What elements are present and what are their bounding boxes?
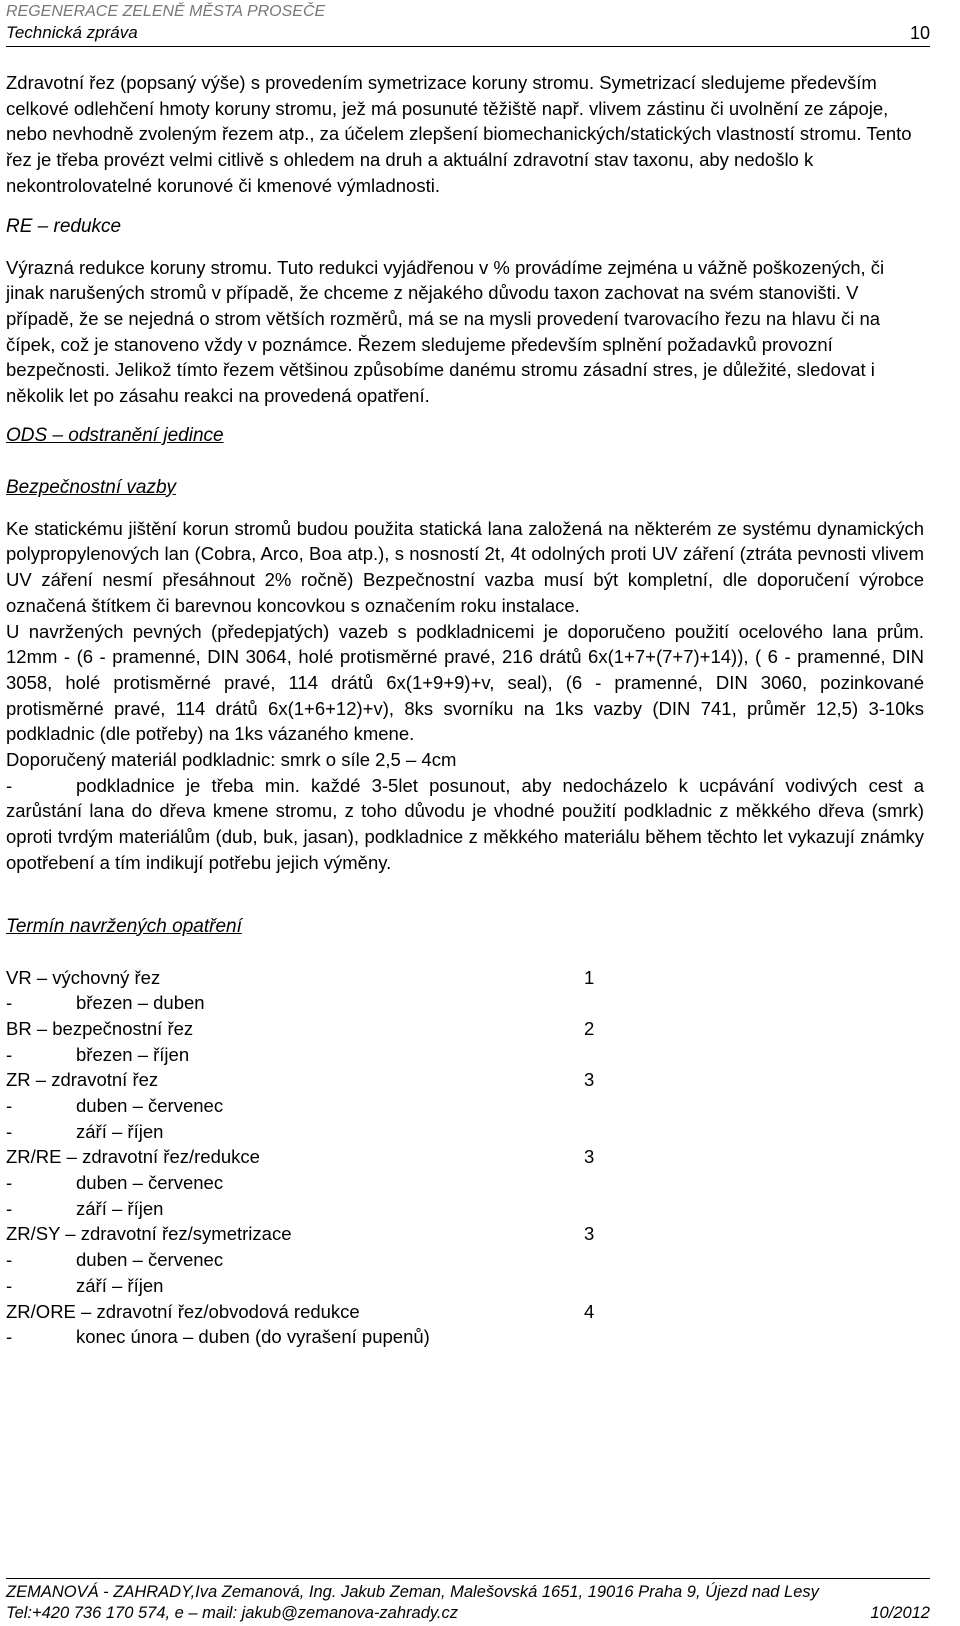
term-date-row	[6, 1273, 924, 1299]
header-line	[6, 22, 930, 47]
re-heading: RE – redukce	[6, 215, 122, 237]
list-dash: -	[6, 1249, 13, 1271]
term-label: ZR – zdravotní řez	[6, 1069, 159, 1091]
term-row	[6, 965, 924, 991]
term-row	[6, 1016, 924, 1042]
term-label: BR – bezpečnostní řez	[6, 1017, 194, 1039]
list-dash: -	[6, 1120, 13, 1142]
footer-contact-line	[6, 1603, 930, 1624]
term-date-row	[6, 1324, 924, 1350]
term-priority: 3	[584, 1223, 595, 1245]
term-date-row	[6, 1170, 924, 1196]
list-dash: -	[6, 1172, 13, 1194]
list-dash: -	[6, 992, 13, 1014]
bezp-paragraph-2: U navržených pevných (předepjatých) vazeb s podkladnicemi je doporučeno použití ocelového lana prům. 12mm - (6 - pramenné, DIN 3064, holé protisměrné pravé, 216 drátů 6x(1+7+(7+7)+14)), ( 6 - pramenné, DIN 3058, holé protisměrné pravé, 114 drátů 6x(1+9+9)+v, seal), (6 - pramenné, DIN 3060, pozinkované protisměrné pravé, 114 drátů 6x(1+6+12)+v), 8ks svorníku na 1ks vazby (DIN 741, průměr 12,5) 3-10ks podkladnic (dle potřeby) na 1ks vázaného kmene.	[6, 620, 924, 745]
term-priority: 3	[584, 1146, 595, 1168]
bezpecnostni-vazby-heading: Bezpečnostní vazby	[6, 476, 177, 498]
term-row	[6, 1299, 924, 1325]
terms-list	[6, 965, 924, 1350]
term-date: duben – červenec	[76, 1249, 224, 1271]
termin-heading: Termín navržených opatření	[6, 915, 242, 937]
page-header	[6, 0, 930, 47]
term-priority: 2	[584, 1017, 595, 1039]
page-number: 10	[909, 23, 930, 43]
term-date: září – říjen	[76, 1197, 164, 1219]
re-paragraph: Výrazná redukce koruny stromu. Tuto redukci vyjádřenou v % provádíme zejména u vážně poškozených, či jinak narušených stromů v případě, že chceme z nějakého důvodu taxon zachovat na svém stanovišti. V případě, že se nejedná o strom větších rozměrů, má se na mysli provedení tvarovacího řezu na hlavu či na čípek, což je stanoveno vždy v poznámce. Řezem sledujeme především splnění požadavků provozní bezpečnosti. Jelikož tímto řezem většinou způsobíme danému stromu zásadní stres, je důležité, sledovat i několik let po zásahu reakci na provedená opatření.	[6, 256, 885, 407]
term-label: VR – výchovný řez	[6, 966, 161, 988]
term-row	[6, 1221, 924, 1247]
bezp-paragraph-4	[6, 773, 924, 876]
term-label: ZR/SY – zdravotní řez/symetrizace	[6, 1223, 292, 1245]
list-dash: -	[6, 774, 13, 796]
page-body	[6, 70, 924, 1350]
term-date: březen – říjen	[76, 1043, 190, 1065]
term-date-row	[6, 1119, 924, 1145]
term-date: září – říjen	[76, 1274, 164, 1296]
term-row	[6, 1067, 924, 1093]
term-label: ZR/ORE – zdravotní řez/obvodová redukce	[6, 1300, 360, 1322]
document-type: Technická zpráva	[6, 23, 138, 42]
footer-address: ZEMANOVÁ - ZAHRADY,Iva Zemanová, Ing. Jakub Zeman, Malešovská 1651, 19016 Praha 9, Újezd nad Lesy	[6, 1583, 819, 1601]
list-dash: -	[6, 1043, 13, 1065]
term-date: září – říjen	[76, 1120, 164, 1142]
term-date: duben – červenec	[76, 1172, 224, 1194]
project-title: REGENERACE ZELENĚ MĚSTA PROSEČE	[6, 3, 326, 20]
term-date: březen – duben	[76, 992, 205, 1014]
term-date-row	[6, 1042, 924, 1068]
term-date-row	[6, 1196, 924, 1222]
list-dash: -	[6, 1197, 13, 1219]
list-dash: -	[6, 1095, 13, 1117]
intro-paragraph: Zdravotní řez (popsaný výše) s provedením symetrizace koruny stromu. Symetrizací sledujeme především celkové odlehčení hmoty koruny stromu, jež má posunuté těžiště např. vlivem zástinu či uvolnění ze zápoje, nebo nevhodně zvoleným řezem atp., za účelem zlepšení biomechanických/statických vlastností stromu. Tento řez je třeba provézt velmi citlivě s ohledem na druh a aktuální zdravotní stav taxonu, aby nedošlo k nekontrolovatelné korunové či kmenové výmladnosti.	[6, 72, 912, 196]
footer-contact: Tel:+420 736 170 574, e – mail: jakub@zemanova-zahrady.cz	[6, 1604, 458, 1622]
term-date-row	[6, 1247, 924, 1273]
page-footer	[6, 1578, 930, 1624]
bezp-paragraph-1: Ke statickému jištění korun stromů budou použita statická lana založená na některém ze systému dynamických polypropylenových lan (Cobra, Arco, Boa atp.), s nosností 2t, 4t odolných proti UV záření (ztráta pevnosti vlivem UV záření nesmí přesáhnout 2% ročně) Bezpečnostní vazba musí být kompletní, dle doporučení výrobce označená štítkem či barevnou koncovkou s označením roku instalace.	[6, 517, 924, 616]
term-label: ZR/RE – zdravotní řez/redukce	[6, 1146, 260, 1168]
term-date-row	[6, 1093, 924, 1119]
footer-date: 10/2012	[870, 1604, 930, 1622]
list-dash: -	[6, 1326, 13, 1348]
bezp-paragraph-3: Doporučený materiál podkladnic: smrk o síle 2,5 – 4cm	[6, 749, 457, 771]
term-priority: 4	[584, 1300, 595, 1322]
bezp-paragraph-4-text: podkladnice je třeba min. každé 3-5let posunout, aby nedocházelo k ucpávání vodivých cest a zarůstání lana do dřeva kmene stromu, z toho důvodu je vhodné použití podkladnic z měkkého dřeva (smrk) oproti tvrdým materiálům (dub, buk, jasan), podkladnice z měkkého materiálu během těchto let vykazují známky opotřebení a tím indikují potřebu jejich výměny.	[6, 774, 924, 873]
term-date: duben – červenec	[76, 1095, 224, 1117]
term-date-row	[6, 990, 924, 1016]
term-priority: 3	[584, 1069, 595, 1091]
term-row	[6, 1144, 924, 1170]
list-dash: -	[6, 1274, 13, 1296]
term-date: konec února – duben (do vyrašení pupenů)	[76, 1326, 430, 1348]
ods-heading: ODS – odstranění jedince	[6, 424, 224, 446]
term-priority: 1	[584, 966, 595, 988]
